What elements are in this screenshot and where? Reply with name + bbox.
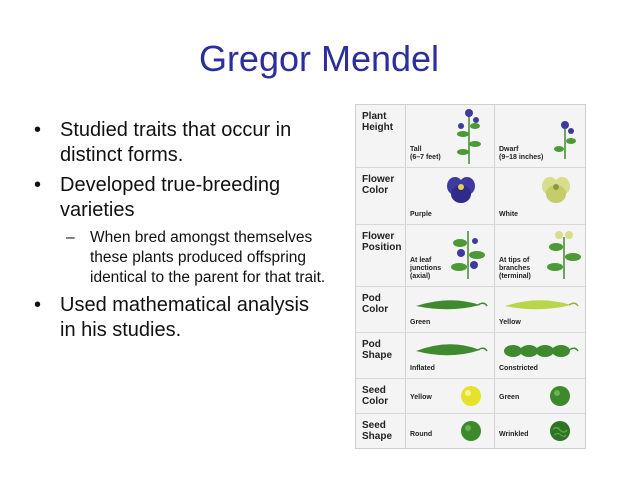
trait-row-pod-shape	[356, 333, 585, 379]
trait-label: Plant Height	[362, 111, 394, 133]
trait-cell-right	[495, 414, 585, 448]
yellow-pod-icon	[503, 297, 579, 313]
trait-caption: At leaf junctions (axial)	[410, 257, 442, 280]
bullet-text: Developed true-breeding varieties	[60, 174, 281, 221]
trait-cell-right	[495, 379, 585, 413]
trait-cell-right	[495, 225, 585, 286]
trait-row-pod-color	[356, 287, 585, 333]
trait-cell-left	[406, 105, 494, 167]
trait-cell-right	[495, 105, 585, 167]
trait-row-seed-shape	[356, 414, 585, 448]
tall-plant-icon	[454, 108, 484, 164]
trait-cell-right	[495, 168, 585, 224]
trait-label: Pod Color	[362, 293, 389, 315]
bullet-text: Studied traits that occur in distinct forms.	[60, 119, 292, 166]
trait-cell-left	[406, 287, 494, 332]
bullet-item	[28, 293, 328, 343]
terminal-flower-plant-icon	[547, 229, 581, 279]
trait-caption: At tips of branches (terminal)	[499, 257, 531, 280]
dwarf-plant-icon	[553, 119, 577, 159]
trait-row-flower-position	[356, 225, 585, 287]
trait-cell-left	[406, 225, 494, 286]
trait-label: Seed Color	[362, 385, 389, 407]
purple-flower-icon	[446, 172, 476, 206]
trait-cell-right	[495, 287, 585, 332]
bullet-item	[28, 173, 328, 223]
trait-cell-left	[406, 168, 494, 224]
constricted-pod-icon	[503, 341, 579, 359]
trait-label: Seed Shape	[362, 420, 393, 442]
trait-caption: Green	[410, 319, 431, 326]
slide-title: Gregor Mendel	[198, 38, 440, 79]
trait-row-plant-height	[356, 105, 585, 168]
sub-bullet-item	[28, 228, 328, 288]
trait-caption: White	[499, 211, 519, 218]
mendel-traits-table	[355, 104, 586, 449]
trait-caption: Round	[410, 431, 433, 438]
trait-caption: Yellow	[499, 319, 521, 326]
wrinkled-seed-icon	[549, 420, 571, 442]
trait-caption: Yellow	[410, 394, 432, 401]
bullet-dot-icon: •	[34, 174, 42, 196]
trait-caption: Green	[499, 394, 520, 401]
trait-caption: Constricted	[499, 365, 538, 372]
green-seed-icon	[549, 385, 571, 407]
trait-cell-left	[406, 414, 494, 448]
bullet-list	[28, 118, 328, 348]
bullet-item	[28, 118, 328, 168]
trait-label: Flower Position	[362, 231, 402, 253]
trait-cell-right	[495, 333, 585, 378]
trait-row-flower-color	[356, 168, 585, 225]
trait-row-seed-color	[356, 379, 585, 414]
yellow-seed-icon	[460, 385, 482, 407]
round-seed-icon	[460, 420, 482, 442]
sub-bullet-text: When bred amongst themselves these plants produced offspring identical to the parent for that trait.	[90, 229, 326, 286]
trait-cell-left	[406, 379, 494, 413]
green-pod-icon	[414, 297, 488, 313]
bullet-dot-icon: •	[34, 119, 42, 141]
trait-caption: Dwarf (9–18 inches)	[499, 146, 544, 161]
bullet-text: Used mathematical analysis in his studies.	[60, 294, 309, 341]
trait-caption: Wrinkled	[499, 431, 529, 438]
trait-label: Pod Shape	[362, 339, 393, 361]
bullet-dot-icon: •	[34, 294, 42, 316]
trait-caption: Inflated	[410, 365, 435, 372]
trait-caption: Tall (6–7 feet)	[410, 146, 441, 161]
axial-flower-plant-icon	[450, 229, 486, 279]
inflated-pod-icon	[414, 341, 488, 359]
trait-label: Flower Color	[362, 174, 395, 196]
trait-caption: Purple	[410, 211, 432, 218]
white-flower-icon	[541, 172, 571, 206]
trait-cell-left	[406, 333, 494, 378]
sub-bullet-dash-icon: –	[66, 229, 75, 246]
